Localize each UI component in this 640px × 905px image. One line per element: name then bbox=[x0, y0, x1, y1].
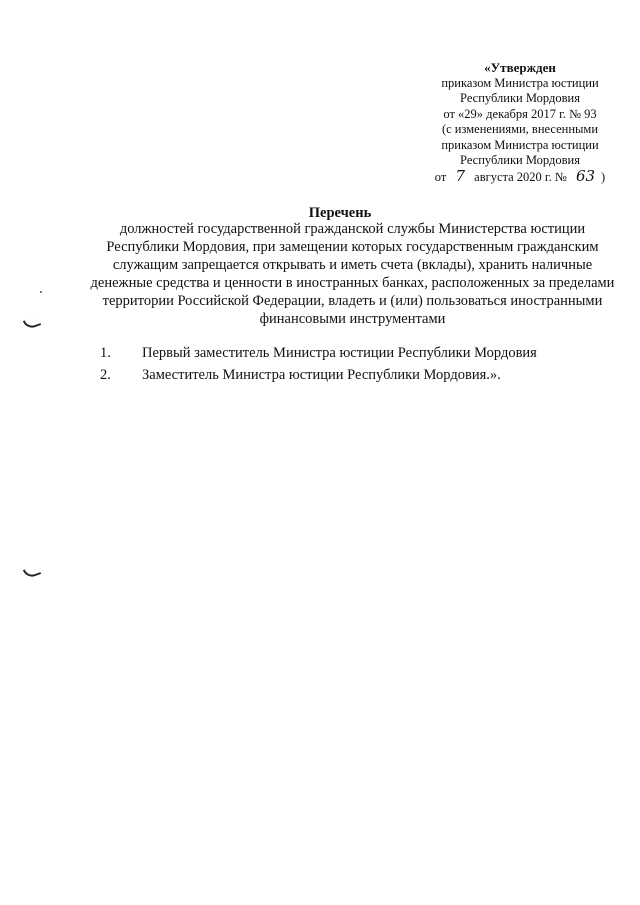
approval-line: приказом Министра юстиции bbox=[441, 75, 599, 90]
scan-binding-mark bbox=[23, 565, 41, 580]
scan-speck bbox=[40, 291, 42, 293]
handwritten-day: 7 bbox=[455, 166, 466, 185]
approval-stamp-block bbox=[420, 60, 620, 185]
list-item bbox=[100, 364, 610, 386]
list-item-number: 2. bbox=[100, 367, 111, 383]
list-item-text: Заместитель Министра юстиции Республики Мордовия.». bbox=[142, 367, 501, 383]
approval-line: Республики Мордовия bbox=[460, 91, 580, 105]
subtitle-line: служащим запрещается открывать и иметь счета (вклады), хранить наличные bbox=[112, 257, 593, 273]
approval-line: приказом Министра юстиции bbox=[441, 137, 599, 152]
list-item-text: Первый заместитель Министра юстиции Республики Мордовия bbox=[142, 345, 537, 361]
approval-date-middle: августа 2020 г. № bbox=[474, 169, 567, 184]
handwritten-order-number: 63 bbox=[575, 166, 596, 185]
approval-date-line bbox=[420, 166, 620, 186]
list-item-number: 1. bbox=[100, 345, 111, 361]
approval-line: Республики Мордовия bbox=[460, 153, 580, 167]
approval-date-suffix: ) bbox=[601, 169, 606, 184]
list-item bbox=[100, 342, 610, 364]
document-subtitle bbox=[80, 220, 625, 328]
subtitle-line: денежные средства и ценности в иностранных банках, расположенных за пределами bbox=[90, 275, 615, 291]
approval-line: (с изменениями, внесенными bbox=[441, 122, 599, 136]
approval-line: от «29» декабря 2017 г. № 93 bbox=[443, 106, 597, 121]
scan-binding-mark bbox=[23, 316, 41, 331]
subtitle-line: территории Российской Федерации, владеть и (или) пользоваться иностранными bbox=[102, 293, 603, 309]
positions-list bbox=[100, 342, 610, 386]
subtitle-line: финансовыми инструментами bbox=[259, 311, 446, 327]
subtitle-line: должностей государственной гражданской службы Министерства юстиции bbox=[119, 221, 586, 237]
approval-date-prefix: от bbox=[434, 169, 447, 184]
subtitle-line: Республики Мордовия, при замещении которых государственным гражданским bbox=[106, 239, 599, 255]
approval-title: «Утвержден bbox=[484, 60, 556, 75]
document-title: Перечень bbox=[308, 205, 372, 221]
